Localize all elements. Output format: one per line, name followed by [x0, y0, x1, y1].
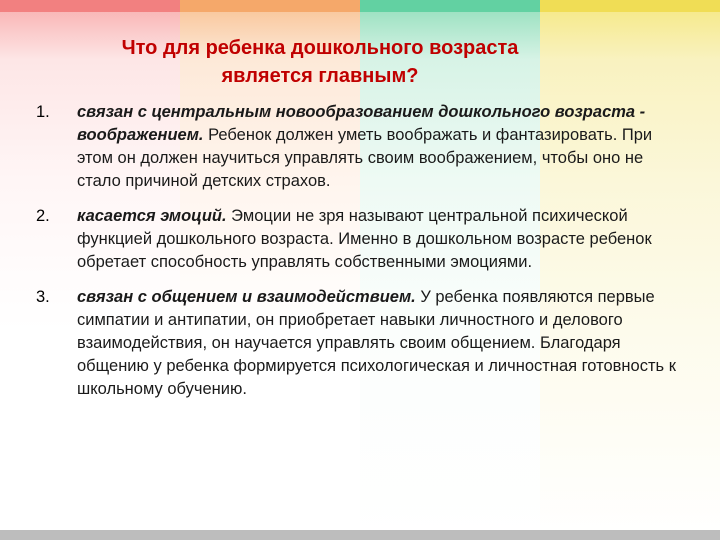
list-item-number: 2. — [36, 207, 50, 225]
list-item-number: 3. — [36, 288, 50, 306]
list-item-text — [77, 286, 676, 401]
list-item — [36, 205, 676, 274]
list-item-lead: касается эмоций. — [77, 207, 227, 225]
top-color-strip — [0, 0, 720, 12]
list-item-number: 1. — [36, 103, 50, 121]
list-item-body: Ребенок должен уметь воображать и фантазировать. При этом он должен научиться управлять своим воображением, чтобы оно не стало причиной детских страхов. — [77, 126, 653, 190]
slide-title-line-1: Что для ребенка дошкольного возраста — [121, 37, 519, 59]
list-item-body: У ребенка появляются первые симпатии и антипатии, он приобретает навыки личностного и делового взаимодействия, он научается управлять своим общением. Благодаря общению у ребенка формируется психологическая и личностная готовность к школьному обучению. — [77, 288, 676, 398]
slide-title-line-2: является главным? — [221, 65, 419, 87]
list-item-text — [77, 101, 676, 193]
list-item — [36, 101, 676, 193]
list-item-lead: связан с центральным новообразованием дошкольного возраста - воображением. — [77, 103, 646, 144]
list-item-body: Эмоции не зря называют центральной психической функцией дошкольного возраста. Именно в дошкольном возрасте ребенок обретает способность управлять собственными эмоциями. — [77, 207, 652, 271]
list-item-text — [77, 205, 676, 274]
list-item-lead: связан с общением и взаимодействием. — [77, 288, 416, 306]
bottom-bar — [0, 530, 720, 540]
numbered-list — [36, 101, 676, 413]
slide-title — [40, 34, 600, 90]
list-item — [36, 286, 676, 401]
